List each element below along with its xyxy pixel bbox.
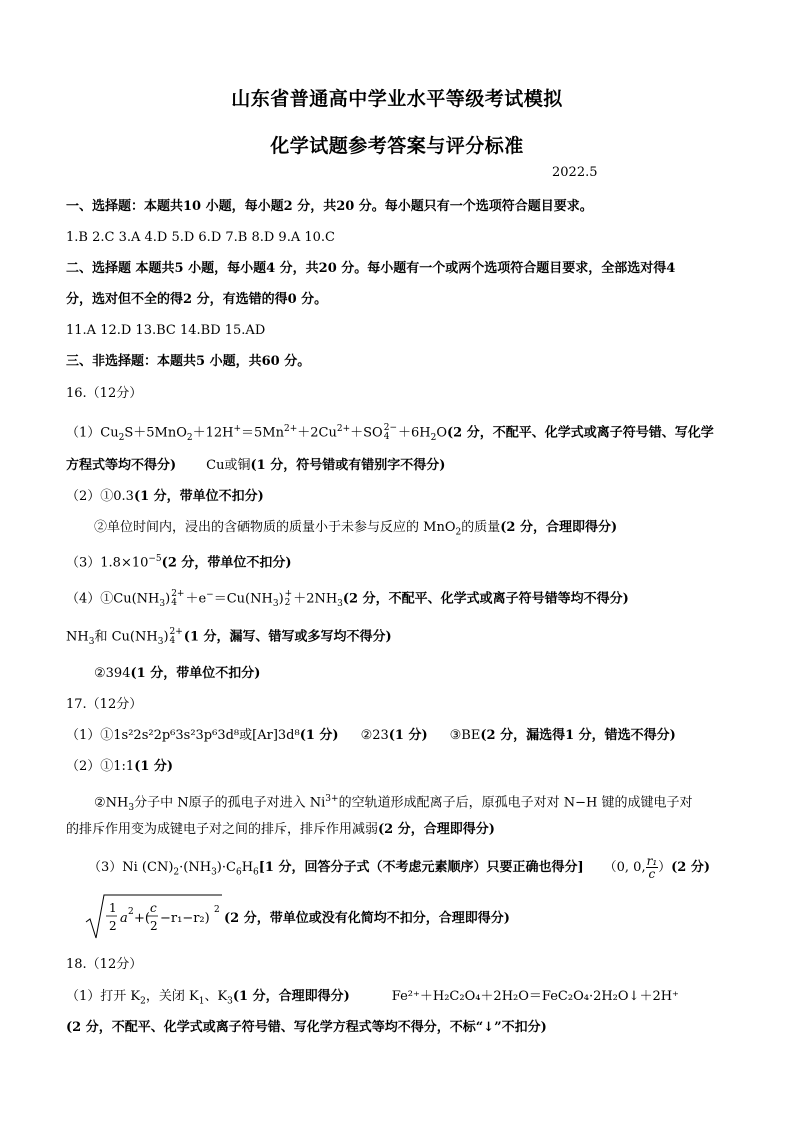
sqrt-square: 2 bbox=[214, 905, 220, 915]
answer-text: ③BE bbox=[449, 728, 481, 743]
eq-sub: 3 bbox=[272, 598, 279, 609]
eq-text: NH bbox=[66, 629, 89, 645]
sqrt-frac2-num: c bbox=[150, 901, 157, 915]
answer-text: ②394 bbox=[94, 666, 131, 681]
section2-answers: 11.A 12.D 13.BC 14.BD 15.AD bbox=[66, 323, 266, 338]
answer-text: ②NH bbox=[94, 795, 129, 811]
score-note: (2 分，带单位不扣分) bbox=[161, 555, 292, 571]
eq-sup: 3+ bbox=[325, 794, 339, 804]
answer-text: （2）①1:1 bbox=[66, 759, 135, 774]
answer-text: 的空轨道形成配离子后，原孤电子对对 N−H 键的成键电子对 bbox=[338, 795, 693, 811]
q17-label: 17.（12分） bbox=[66, 697, 143, 712]
q16-label: 16.（12分） bbox=[66, 386, 143, 401]
eq-sub: 3 bbox=[159, 598, 166, 609]
eq-text: ＋2NH bbox=[293, 591, 338, 607]
answer-text: （3）1.8×10 bbox=[66, 555, 149, 571]
score-note: (2 分，合理即得分) bbox=[500, 520, 618, 535]
eq-sub: 2 bbox=[118, 432, 125, 443]
fraction-numerator: r₁ bbox=[646, 854, 658, 868]
eq-stack bbox=[171, 590, 184, 608]
score-note: (1 分，漏写、错写或多写均不得分) bbox=[183, 629, 392, 645]
answer-text: 的排斥作用变为成键电子对之间的排斥，排斥作用减弱 bbox=[66, 822, 379, 837]
eq-sub: 4 bbox=[169, 636, 176, 646]
eq-stack bbox=[384, 424, 397, 442]
eq-text: ) bbox=[278, 591, 284, 607]
eq-sub: 3 bbox=[128, 802, 135, 813]
eq-text: ＝5Mn bbox=[241, 425, 284, 441]
eq-text: ＋e bbox=[185, 591, 207, 607]
q17-part2a bbox=[66, 758, 173, 776]
q18-label: 18.（12分） bbox=[66, 957, 143, 972]
eq-text: （3）Ni (CN) bbox=[88, 860, 174, 875]
eq-sub: 3 bbox=[227, 996, 233, 1007]
eq-text: ＋6H bbox=[398, 425, 431, 441]
q16-part4b bbox=[66, 628, 392, 651]
eq-sub: 6 bbox=[253, 867, 259, 878]
score-note: (1 分) bbox=[388, 728, 428, 743]
answer-text: （1）打开 K bbox=[66, 989, 141, 1004]
eq-stack bbox=[170, 628, 183, 646]
eq-text: 和 Cu(NH bbox=[94, 629, 158, 645]
eq-text: H bbox=[241, 860, 254, 875]
answer-text: Cu或铜 bbox=[206, 458, 251, 473]
eq-sup: 2+ bbox=[169, 627, 183, 637]
q17-sqrt-note: (2 分，带单位或没有化简均不扣分，合理即得分) bbox=[224, 911, 510, 926]
q16-part1-equation bbox=[66, 420, 714, 447]
eq-text: ＝Cu(NH bbox=[213, 591, 273, 607]
q17-part1 bbox=[66, 727, 676, 745]
answer-text: ②单位时间内，浸出的含硒物质的质量小于未参与反应的 MnO bbox=[94, 520, 456, 535]
eq-stack bbox=[285, 590, 293, 608]
score-note: (2 分，不配平、化学式或离子符号错、写化学 bbox=[447, 425, 714, 441]
sqrt-frac2-den: 2 bbox=[150, 919, 158, 933]
eq-text: ·(NH bbox=[179, 860, 212, 875]
q16-part2a bbox=[66, 488, 264, 506]
eq-sub: 1 bbox=[198, 996, 205, 1007]
score-note: (1 分，合理即得分) bbox=[232, 989, 350, 1004]
answer-text: ②23 bbox=[360, 728, 389, 743]
eq-sup: − bbox=[206, 590, 214, 600]
score-note: 方程式等均不得分) bbox=[66, 458, 177, 473]
eq-text: （1）Cu bbox=[66, 425, 119, 441]
eq-text: O bbox=[436, 425, 448, 441]
eq-sub: 4 bbox=[171, 597, 177, 608]
score-note: (1 分) bbox=[134, 759, 174, 774]
answer-text: （1）①1s²2s²2p⁶3s²3p⁶3d⁸或[Ar]3d⁸ bbox=[66, 728, 300, 743]
eq-sub: 4 bbox=[383, 431, 390, 442]
eq-sup: + bbox=[233, 424, 242, 434]
eq-sub: 2 bbox=[284, 597, 291, 608]
score-note: (2 分，合理即得分) bbox=[378, 822, 495, 837]
eq-sub: 2 bbox=[186, 432, 193, 443]
eq-text: ＋12H bbox=[192, 425, 234, 441]
score-note: (1 分，带单位不扣分) bbox=[133, 489, 264, 504]
score-note: (2 分，漏选得1 分，错选不得分) bbox=[480, 728, 676, 743]
score-note: (1 分，符号错或有错别字不得分) bbox=[250, 458, 446, 473]
page-subtitle: 化学试题参考答案与评分标准 bbox=[270, 135, 524, 157]
section1-heading: 一、选择题：本题共10 小题，每小题2 分，共20 分。每小题只有一个选项符合题目要求。 bbox=[66, 199, 593, 214]
eq-sub: 2 bbox=[140, 996, 146, 1007]
coord-fraction bbox=[646, 855, 659, 880]
q17-part2b-line2 bbox=[66, 821, 495, 839]
eq-text: ＋2Cu bbox=[297, 425, 337, 441]
eq-sub: 2 bbox=[455, 527, 462, 538]
exam-date: 2022.5 bbox=[552, 165, 598, 180]
eq-sup: 2+ bbox=[284, 424, 298, 434]
q17-part2b bbox=[94, 790, 692, 817]
eq-text: )·C bbox=[216, 860, 236, 875]
eq-text: （4）①Cu(NH bbox=[66, 591, 160, 607]
eq-text: （0, 0, bbox=[603, 860, 646, 875]
score-note: [1 分，回答分子式（不考虑元素顺序）只要正确也得分] bbox=[258, 860, 584, 875]
eq-sup: 2+ bbox=[171, 588, 185, 599]
section2-heading-line1: 二、选择题 本题共5 小题，每小题4 分，共20 分。每小题有一个或两个选项符合题目要求，全部选对得4 bbox=[66, 261, 676, 276]
q18-part1-note: (2 分，不配平、化学式或离子符号错、写化学方程式等均不得分，不标“↓”不扣分) bbox=[66, 1020, 547, 1035]
eq-sub: 3 bbox=[157, 637, 164, 648]
sqrt-frac1-den: 2 bbox=[109, 919, 117, 933]
sqrt-expression bbox=[84, 892, 224, 942]
sqrt-a: a bbox=[120, 911, 128, 926]
answer-equation: Fe²⁺＋H₂C₂O₄＋2H₂O＝FeC₂O₄·2H₂O↓＋2H⁺ bbox=[391, 989, 679, 1004]
score-note: (2 分，不配平、化学式或离子符号错等均不得分) bbox=[342, 591, 629, 607]
answer-text: ，关闭 K bbox=[145, 989, 199, 1004]
score-note: (1 分，带单位不扣分) bbox=[130, 666, 261, 681]
answer-text: 的质量 bbox=[461, 520, 501, 535]
answer-text: 分子中 N原子的孤电子对进入 Ni bbox=[134, 795, 326, 811]
eq-text: ) bbox=[165, 591, 171, 607]
q16-part4a bbox=[66, 586, 629, 613]
page-title: 山东省普通高中学业水平等级考试模拟 bbox=[231, 88, 563, 110]
section3-heading: 三、非选择题：本题共5 小题，共60 分。 bbox=[66, 354, 311, 369]
eq-sub: 3 bbox=[337, 598, 343, 609]
q16-part3 bbox=[66, 550, 292, 572]
eq-sub: 3 bbox=[88, 637, 95, 648]
sqrt-a-exp: 2 bbox=[128, 907, 134, 917]
eq-sub: 2 bbox=[173, 867, 180, 878]
eq-text: ） bbox=[658, 860, 672, 875]
answer-text: 、K bbox=[204, 989, 228, 1004]
eq-sub: 6 bbox=[235, 867, 242, 878]
q16-part1-cont bbox=[66, 457, 445, 475]
section2-heading-line2: 分，选对但不全的得2 分，有选错的得0 分。 bbox=[66, 292, 328, 307]
score-note: (1 分) bbox=[299, 728, 339, 743]
q17-part3 bbox=[88, 855, 710, 882]
eq-text: ) bbox=[163, 629, 169, 645]
eq-sup: 2− bbox=[383, 422, 398, 433]
section1-answers: 1.B 2.C 3.A 4.D 5.D 6.D 7.B 8.D 9.A 10.C bbox=[66, 230, 335, 245]
eq-sup: 2+ bbox=[336, 424, 351, 434]
score-note: (2 分) bbox=[671, 860, 711, 875]
sqrt-rest: −r₁−r₂) bbox=[160, 911, 210, 926]
eq-text: ＋SO bbox=[350, 425, 383, 441]
eq-sub: 3 bbox=[211, 867, 217, 878]
fraction-denominator: c bbox=[648, 867, 656, 881]
eq-text: S＋5MnO bbox=[124, 425, 187, 441]
q16-part4c bbox=[94, 665, 260, 683]
answer-text: （2）①0.3 bbox=[66, 489, 134, 504]
eq-sup: −5 bbox=[148, 554, 162, 564]
q18-part1 bbox=[66, 988, 679, 1011]
sqrt-plus: +( bbox=[134, 911, 150, 926]
q16-part2b bbox=[94, 519, 617, 542]
eq-sub: 2 bbox=[430, 432, 437, 443]
eq-sup: + bbox=[284, 588, 293, 599]
sqrt-frac1-num: 1 bbox=[109, 901, 117, 915]
